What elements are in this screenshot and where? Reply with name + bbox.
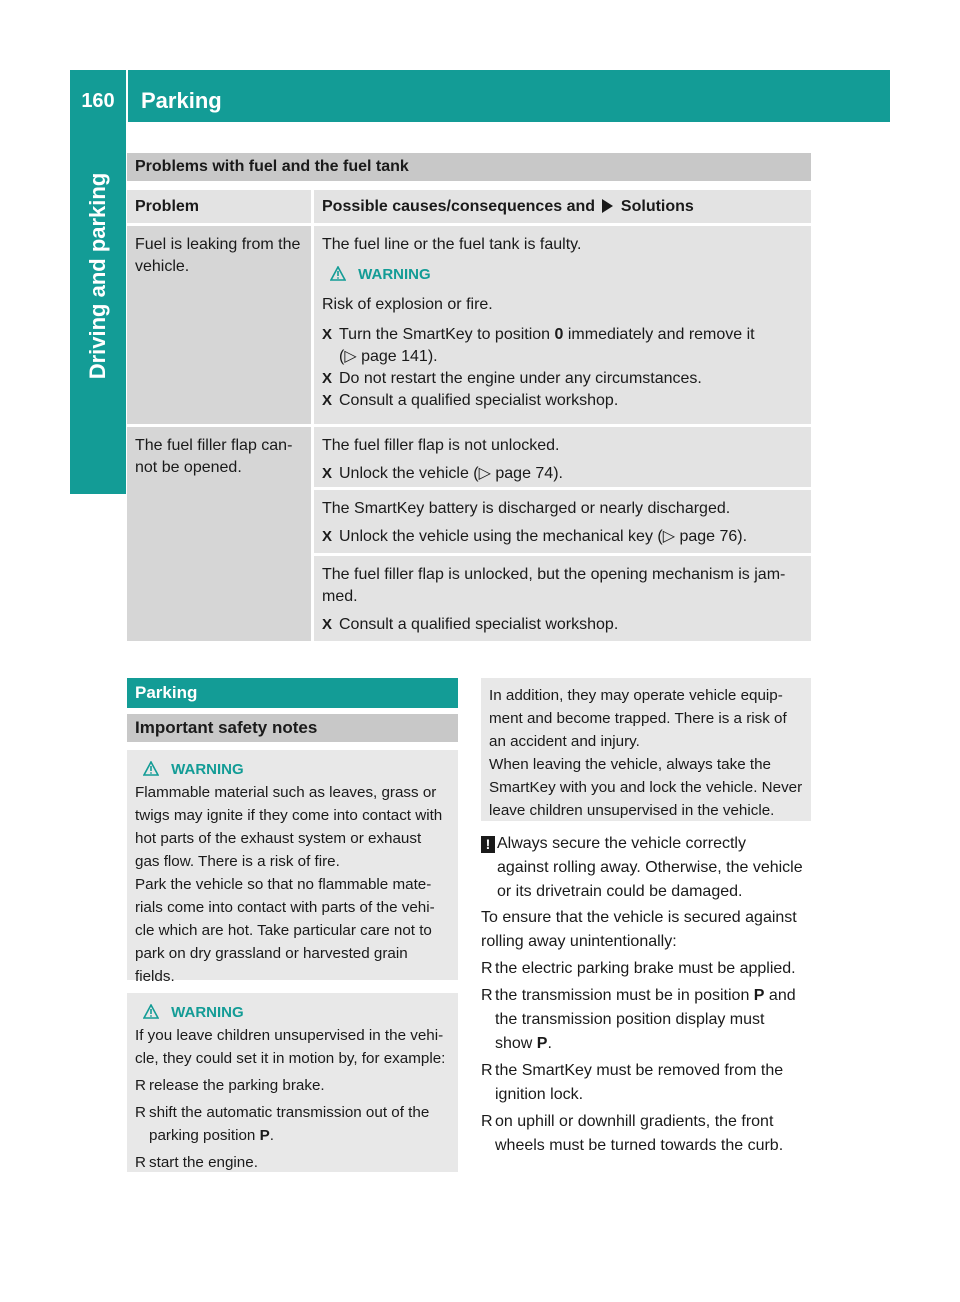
page-reference: (▷ page 141). xyxy=(339,348,438,365)
list-item: R release the parking brake. xyxy=(135,1074,450,1097)
bullet-icon: R xyxy=(135,1154,146,1171)
cause-text: med. xyxy=(322,588,358,605)
warning-text: If you leave children unsupervised in the vehi- xyxy=(135,1027,444,1044)
solution-step: X Unlock the vehicle (▷ page 74). xyxy=(322,463,803,485)
bullet-icon: R xyxy=(481,1062,493,1079)
header-divider xyxy=(126,70,128,122)
step-arrow-icon: X xyxy=(322,465,333,482)
bullet-icon: R xyxy=(135,1104,146,1121)
solution-step: X Turn the SmartKey to position 0 immediately and remove it xyxy=(322,324,803,346)
list-item: R the transmission must be in position P and xyxy=(481,984,813,1008)
solution-step: X Do not restart the engine under any circumstances. xyxy=(322,368,803,390)
warning-text: rials come into contact with parts of the vehi- xyxy=(135,899,435,916)
step-arrow-icon: X xyxy=(322,326,333,343)
warning-box xyxy=(127,750,458,985)
table-cell-solution xyxy=(314,226,811,424)
section-title: Parking xyxy=(127,678,458,708)
list-item-continuation: parking position P. xyxy=(149,1127,274,1144)
warning-text: When leaving the vehicle, always take the xyxy=(489,756,771,773)
bullet-icon: R xyxy=(481,1113,493,1130)
page-title: Parking xyxy=(141,88,222,113)
list-item-continuation: ignition lock. xyxy=(495,1086,584,1103)
warning-text: gas flow. There is a risk of fire. xyxy=(135,853,340,870)
solution-step: X Consult a qualified specialist workshop. xyxy=(322,614,803,636)
warning-heading xyxy=(135,758,450,781)
column-header-solutions-suffix: Solutions xyxy=(620,198,694,215)
list-item: R shift the automatic transmission out of the xyxy=(135,1101,450,1124)
warning-text: cle which are hot. Take particular care not to xyxy=(135,922,432,939)
problem-text: The fuel filler flap can- xyxy=(135,437,293,454)
secure-intro: To ensure that the vehicle is secured against rolling away unintentionally: xyxy=(481,909,797,950)
list-item-continuation: wheels must be turned towards the curb. xyxy=(495,1137,784,1154)
cause-text: The fuel filler flap is unlocked, but the opening mechanism is jam- xyxy=(322,566,786,583)
bullet-icon: R xyxy=(481,987,493,1004)
step-arrow-icon xyxy=(602,199,613,213)
warning-label: WARNING xyxy=(358,266,431,283)
bullet-icon: R xyxy=(481,960,493,977)
solution-step: X Consult a qualified specialist workshop. xyxy=(322,390,803,412)
secure-list xyxy=(481,957,813,1158)
warning-text: SmartKey with you and lock the vehicle. Never xyxy=(489,779,803,796)
page-number: 160 xyxy=(81,90,115,112)
note-text: Always secure the vehicle correctly against rolling away. Otherwise, the vehicle or its drivetrain could be damaged. xyxy=(497,835,803,900)
table-cell-solution xyxy=(314,556,811,641)
warning-triangle-icon xyxy=(143,761,159,776)
list-item: R the SmartKey must be removed from the xyxy=(481,1059,813,1083)
warning-triangle-icon xyxy=(330,266,346,281)
step-arrow-icon: X xyxy=(322,528,333,545)
warning-label: WARNING xyxy=(171,761,244,778)
cause-text: The fuel line or the fuel tank is faulty. xyxy=(322,236,582,253)
note-exclamation-icon: ! xyxy=(481,836,495,853)
step-arrow-icon: X xyxy=(322,616,333,633)
warning-text: an accident and injury. xyxy=(489,733,640,750)
problem-text: not be opened. xyxy=(135,459,242,476)
table-cell-solution xyxy=(314,427,811,487)
solution-step: X Unlock the vehicle using the mechanical key (▷ page 76). xyxy=(322,526,803,548)
warning-text: fields. xyxy=(135,968,175,985)
warning-heading xyxy=(322,264,803,286)
warning-triangle-icon xyxy=(143,1004,159,1019)
cause-text: The SmartKey battery is discharged or nearly discharged. xyxy=(322,500,731,517)
list-item-continuation: the transmission position display must xyxy=(495,1011,765,1028)
warning-text: Flammable material such as leaves, grass or xyxy=(135,784,437,801)
step-arrow-icon: X xyxy=(322,370,333,387)
warning-text: Risk of explosion or fire. xyxy=(322,296,493,313)
problem-text: Fuel is leaking from the xyxy=(135,236,301,253)
step-arrow-icon: X xyxy=(322,392,333,409)
warning-text: twigs may ignite if they come into contact with xyxy=(135,807,443,824)
column-header-solutions-label: Possible causes/consequences and xyxy=(322,198,596,215)
warning-box-continued xyxy=(481,678,811,821)
table-title: Problems with fuel and the fuel tank xyxy=(127,153,811,181)
table-cell-problem xyxy=(127,427,311,641)
section-subtitle: Important safety notes xyxy=(127,714,458,742)
warning-text: Park the vehicle so that no flammable mate- xyxy=(135,876,432,893)
warning-label: WARNING xyxy=(171,1004,244,1021)
bullet-icon: R xyxy=(135,1077,146,1094)
list-item: R the electric parking brake must be applied. xyxy=(481,957,813,981)
warning-text: cle, they could set it in motion by, for example: xyxy=(135,1050,446,1067)
list-item: R on uphill or downhill gradients, the front xyxy=(481,1110,813,1134)
warning-heading xyxy=(135,1001,450,1024)
column-header-solutions xyxy=(314,190,811,223)
cause-text: The fuel filler flap is not unlocked. xyxy=(322,437,560,454)
warning-text: hot parts of the exhaust system or exhaust xyxy=(135,830,422,847)
problem-text: vehicle. xyxy=(135,258,190,275)
warning-text: leave children unsupervised in the vehicle. xyxy=(489,802,775,819)
column-header-problem: Problem xyxy=(127,190,311,223)
table-cell-problem xyxy=(127,226,311,424)
warning-text: ment and become trapped. There is a risk of xyxy=(489,710,787,727)
warning-box xyxy=(127,993,458,1172)
table-cell-solution xyxy=(314,490,811,553)
list-item-continuation: show P. xyxy=(495,1035,552,1052)
warning-text: park on dry grassland or harvested grain xyxy=(135,945,408,962)
chapter-side-tab-label: Driving and parking xyxy=(85,172,110,380)
list-item: R start the engine. xyxy=(135,1151,450,1174)
warning-text: In addition, they may operate vehicle equip- xyxy=(489,687,783,704)
